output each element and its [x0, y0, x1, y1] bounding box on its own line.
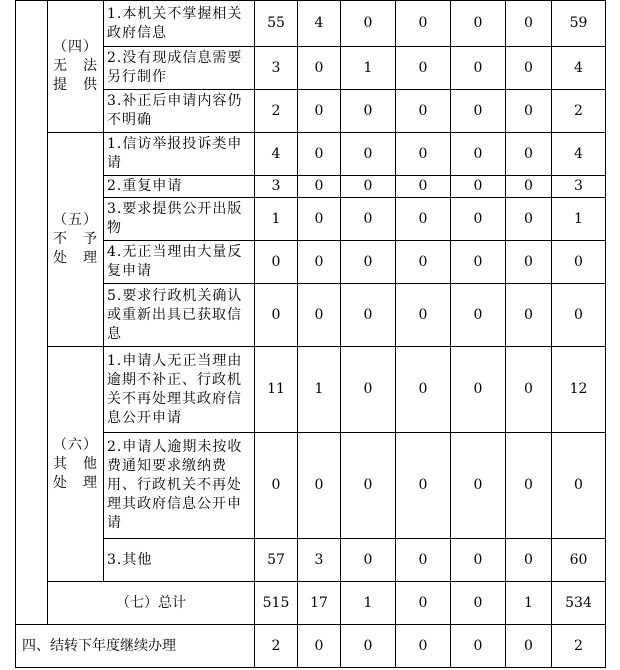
- value-cell: 0: [506, 133, 552, 176]
- statistics-table: [15, 0, 606, 668]
- value-cell: 0: [552, 433, 606, 539]
- row-label: 5.要求行政机关确认或重新出具已获取信息: [104, 284, 255, 347]
- row-label: 1.本机关不掌握相关政府信息: [104, 1, 255, 47]
- group-label-line: （五）: [53, 212, 98, 228]
- value-cell: 4: [298, 1, 341, 47]
- carry-over-value-cell: 0: [298, 625, 341, 668]
- carry-over-value-cell: 0: [396, 625, 451, 668]
- value-cell: 0: [298, 90, 341, 133]
- value-cell: 0: [451, 241, 506, 284]
- table-row: [16, 133, 606, 176]
- value-cell: 3: [552, 176, 606, 198]
- value-cell: 0: [298, 433, 341, 539]
- value-cell: 0: [506, 539, 552, 582]
- value-cell: 3: [255, 176, 298, 198]
- value-cell: 0: [506, 90, 552, 133]
- table-row: [16, 433, 606, 539]
- group-label-line: 提 供: [53, 77, 98, 93]
- carry-over-value-cell: 2: [552, 625, 606, 668]
- value-cell: 0: [298, 47, 341, 90]
- value-cell: 0: [396, 241, 451, 284]
- value-cell: 0: [451, 198, 506, 241]
- total-value-cell: 0: [396, 582, 451, 625]
- total-value-cell: 0: [451, 582, 506, 625]
- value-cell: 59: [552, 1, 606, 47]
- total-value-cell: 1: [341, 582, 396, 625]
- table-row: [16, 176, 606, 198]
- value-cell: 0: [451, 284, 506, 347]
- value-cell: 12: [552, 347, 606, 433]
- value-cell: 0: [506, 433, 552, 539]
- value-cell: 0: [396, 1, 451, 47]
- value-cell: 0: [552, 284, 606, 347]
- value-cell: 0: [298, 284, 341, 347]
- value-cell: 0: [341, 241, 396, 284]
- table-row: [16, 1, 606, 47]
- value-cell: 0: [341, 198, 396, 241]
- total-row: [16, 582, 606, 625]
- value-cell: 4: [552, 133, 606, 176]
- value-cell: 0: [506, 198, 552, 241]
- value-cell: 2: [255, 90, 298, 133]
- value-cell: 0: [396, 90, 451, 133]
- row-label: 4.无正当理由大量反复申请: [104, 241, 255, 284]
- value-cell: 1: [255, 198, 298, 241]
- total-value-cell: 17: [298, 582, 341, 625]
- group-label-line: 处 理: [53, 250, 98, 266]
- value-cell: 0: [341, 284, 396, 347]
- carry-over-value-cell: 2: [255, 625, 298, 668]
- value-cell: 57: [255, 539, 298, 582]
- value-cell: 0: [451, 1, 506, 47]
- group-label-line: （六）: [53, 436, 98, 453]
- value-cell: 0: [396, 47, 451, 90]
- group-label-line: （四）: [53, 39, 98, 55]
- value-cell: 4: [255, 133, 298, 176]
- group-label: [48, 347, 104, 582]
- value-cell: 60: [552, 539, 606, 582]
- carry-over-value-cell: 0: [506, 625, 552, 668]
- value-cell: 0: [298, 133, 341, 176]
- value-cell: 0: [506, 1, 552, 47]
- table-row: [16, 347, 606, 433]
- row-label: 2.重复申请: [104, 176, 255, 198]
- value-cell: 0: [506, 347, 552, 433]
- value-cell: 0: [341, 539, 396, 582]
- value-cell: 1: [298, 347, 341, 433]
- value-cell: 0: [451, 47, 506, 90]
- value-cell: 0: [341, 133, 396, 176]
- group-label: [48, 133, 104, 347]
- value-cell: 4: [552, 47, 606, 90]
- total-label: （七）总计: [48, 582, 255, 625]
- table-row: [16, 47, 606, 90]
- carry-over-value-cell: 0: [451, 625, 506, 668]
- value-cell: 0: [506, 176, 552, 198]
- value-cell: 1: [341, 47, 396, 90]
- value-cell: 1: [552, 198, 606, 241]
- table-row: [16, 284, 606, 347]
- value-cell: 0: [396, 284, 451, 347]
- value-cell: 0: [341, 433, 396, 539]
- value-cell: 0: [552, 241, 606, 284]
- outer-blank-cell: [16, 1, 48, 625]
- row-label: 3.要求提供公开出版物: [104, 198, 255, 241]
- value-cell: 0: [341, 1, 396, 47]
- value-cell: 0: [451, 433, 506, 539]
- row-label: 1.信访举报投诉类申请: [104, 133, 255, 176]
- value-cell: 3: [255, 47, 298, 90]
- value-cell: 0: [451, 347, 506, 433]
- value-cell: 0: [451, 90, 506, 133]
- row-label: 1.申请人无正当理由逾期不补正、行政机关不再处理其政府信息公开申请: [104, 347, 255, 433]
- value-cell: 2: [552, 90, 606, 133]
- value-cell: 0: [396, 133, 451, 176]
- table-row: [16, 198, 606, 241]
- value-cell: 0: [298, 176, 341, 198]
- table-row: [16, 241, 606, 284]
- value-cell: 0: [506, 284, 552, 347]
- value-cell: 0: [506, 47, 552, 90]
- value-cell: 0: [396, 198, 451, 241]
- value-cell: 0: [451, 133, 506, 176]
- value-cell: 0: [451, 539, 506, 582]
- carry-over-label: 四、结转下年度继续办理: [16, 625, 255, 668]
- total-value-cell: 515: [255, 582, 298, 625]
- value-cell: 0: [255, 433, 298, 539]
- carry-over-row: [16, 625, 606, 668]
- row-label: 3.补正后申请内容仍不明确: [104, 90, 255, 133]
- value-cell: 0: [255, 241, 298, 284]
- group-label-line: 无 法: [53, 58, 98, 74]
- value-cell: 0: [451, 176, 506, 198]
- carry-over-value-cell: 0: [341, 625, 396, 668]
- value-cell: 0: [506, 241, 552, 284]
- value-cell: 55: [255, 1, 298, 47]
- value-cell: 0: [396, 433, 451, 539]
- value-cell: 11: [255, 347, 298, 433]
- value-cell: 0: [396, 347, 451, 433]
- value-cell: 0: [396, 176, 451, 198]
- total-value-cell: 534: [552, 582, 606, 625]
- row-label: 3.其他: [104, 539, 255, 582]
- value-cell: 0: [396, 539, 451, 582]
- group-label-line: 处 理: [53, 474, 98, 491]
- value-cell: 0: [341, 90, 396, 133]
- table-row: [16, 539, 606, 582]
- value-cell: 0: [255, 284, 298, 347]
- group-label-line: 不 予: [53, 231, 98, 247]
- group-label: [48, 1, 104, 133]
- row-label: 2.申请人逾期未按收费通知要求缴纳费用、行政机关不再处理其政府信息公开申请: [104, 433, 255, 539]
- table-row: [16, 90, 606, 133]
- row-label: 2.没有现成信息需要另行制作: [104, 47, 255, 90]
- group-label-line: 其 他: [53, 455, 98, 472]
- value-cell: 0: [298, 241, 341, 284]
- value-cell: 0: [341, 347, 396, 433]
- value-cell: 0: [341, 176, 396, 198]
- value-cell: 0: [298, 198, 341, 241]
- value-cell: 3: [298, 539, 341, 582]
- total-value-cell: 1: [506, 582, 552, 625]
